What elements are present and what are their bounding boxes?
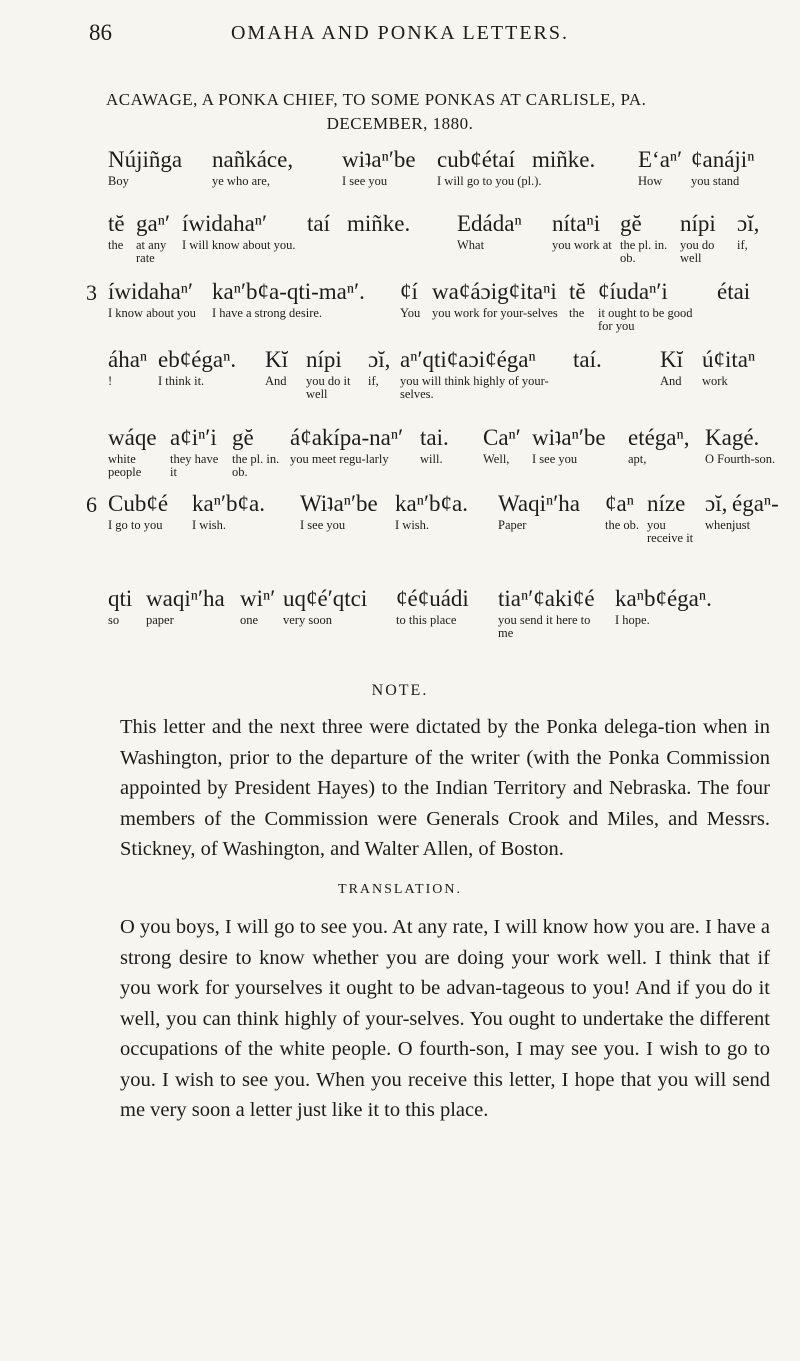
gloss: at any rate [136, 238, 167, 265]
native-word: Cub¢é [108, 491, 169, 516]
gloss: And [660, 374, 682, 388]
word-unit [432, 278, 562, 320]
word-unit [212, 278, 365, 320]
interlinear-line [108, 490, 779, 570]
native-word: waqiⁿ′ha [146, 586, 225, 611]
word-unit [306, 346, 361, 401]
word-unit [628, 424, 690, 466]
gloss: when, [705, 518, 736, 532]
gloss: I know about you [108, 306, 196, 320]
word-unit [232, 424, 287, 479]
word-unit [395, 490, 468, 532]
gloss: you will think highly of your-selves. [400, 374, 549, 401]
interlinear-line [108, 585, 760, 665]
translation-heading: TRANSLATION. [338, 882, 462, 897]
native-word: gĕ [620, 211, 642, 236]
native-word: uq¢é′qtci [283, 586, 368, 611]
native-word: kaⁿ′b¢a. [395, 491, 468, 516]
native-word: Wiʇaⁿ′be [300, 491, 378, 516]
gloss: ye who are, [212, 174, 270, 188]
word-unit [483, 424, 521, 466]
native-word: gĕ [232, 425, 254, 450]
native-word: wiⁿ′ [240, 586, 276, 611]
native-word: ¢anájiⁿ [691, 147, 755, 172]
gloss: paper [146, 613, 174, 627]
native-word: Edádaⁿ [457, 211, 522, 236]
gloss: you send it here to me [498, 613, 591, 640]
gloss: I will go to you (pl.). [437, 174, 542, 188]
word-unit [290, 424, 410, 466]
word-unit [212, 146, 293, 188]
native-word: ¢aⁿ [605, 491, 634, 516]
native-word: Kagé. [705, 425, 760, 450]
word-unit [620, 210, 670, 265]
word-unit [492, 146, 515, 175]
gloss: I wish. [192, 518, 227, 532]
word-unit [158, 346, 236, 388]
native-word: íwidahaⁿ′ [108, 279, 194, 304]
native-word: ɔĭ, [705, 491, 728, 516]
gloss: What [457, 238, 485, 252]
native-word: égaⁿ- [732, 491, 779, 516]
word-unit [240, 585, 275, 627]
gloss: they have it [170, 452, 219, 479]
gloss: white people [108, 452, 142, 479]
word-unit [108, 278, 198, 320]
gloss: the ob. [605, 518, 640, 532]
gloss: if, [368, 374, 379, 388]
word-unit [170, 424, 228, 479]
gloss: you work for your-selves [432, 306, 558, 320]
gloss: it ought to be good for you [598, 306, 693, 333]
native-word: wa¢áɔig¢itaⁿi [432, 279, 557, 304]
gloss: you receive it [647, 518, 694, 545]
note-heading: NOTE. [371, 682, 429, 699]
native-word: nañkáce, [212, 147, 294, 172]
gloss: the [108, 238, 124, 252]
word-unit [457, 210, 522, 252]
page-header [0, 0, 800, 60]
native-word: níze [647, 491, 686, 516]
letter-title: ACAWAGE, A PONKA CHIEF, TO SOME PONKAS AT CARLISLE, PA. [106, 90, 647, 109]
gloss: one [240, 613, 259, 627]
gloss: will. [420, 452, 443, 466]
word-unit [732, 490, 779, 532]
word-unit [192, 490, 265, 532]
word-unit [136, 210, 174, 265]
native-word: tĕ [569, 279, 586, 304]
native-word: qti [108, 586, 133, 611]
gloss: ! [108, 374, 113, 388]
word-unit [108, 146, 182, 188]
word-unit [182, 210, 296, 252]
gloss: You [400, 306, 421, 320]
native-word: ¢íudaⁿ′i [598, 279, 668, 304]
gloss: Boy [108, 174, 129, 188]
native-word: Waqiⁿ′ha [498, 491, 580, 516]
native-word: eb¢égaⁿ. [158, 347, 237, 372]
gloss: I wish. [395, 518, 430, 532]
word-unit [532, 424, 606, 466]
word-unit [552, 210, 612, 252]
word-unit [108, 585, 132, 627]
gloss: if, [737, 238, 748, 252]
letter-date: DECEMBER, 1880. [326, 114, 474, 133]
native-word: tĕ [108, 211, 125, 236]
gloss: you stand [691, 174, 740, 188]
word-unit [420, 424, 449, 466]
native-word: Kĭ [660, 347, 683, 372]
native-word: ¢é¢uádi [396, 586, 469, 611]
word-unit [400, 278, 420, 320]
gloss: I have a strong desire. [212, 306, 323, 320]
note-paragraph: This letter and the next three were dictated by the Ponka delega-tion when in Washington, prior to the departure of the writer (with the Ponka Commission appointed by President Hayes) to the Indian Territory and Nebraska. The four members of the Commission were Generals Crook and Miles, and Messrs. Stickney, of Washington, and Walter Allen, of Boston. [120, 716, 770, 860]
native-word: ¢í [400, 279, 418, 304]
native-word: Kĭ [265, 347, 288, 372]
running-head: OMAHA AND PONKA LETTERS. [230, 22, 570, 44]
native-word: kaⁿ′b¢a-qti-maⁿ′. [212, 279, 365, 304]
page-number: 86 [89, 20, 112, 45]
native-word: ú¢itaⁿ [702, 347, 756, 372]
native-word: wiʇaⁿ′be [342, 147, 416, 172]
gloss: to this place [396, 613, 457, 627]
native-word: etégaⁿ, [628, 425, 690, 450]
word-unit [691, 146, 754, 188]
gloss: I see you [532, 452, 578, 466]
native-word: gaⁿ′ [136, 211, 170, 236]
native-word: miñke. [347, 211, 411, 236]
native-word: kaⁿ′b¢a. [192, 491, 265, 516]
gloss: the pl. in. ob. [620, 238, 668, 265]
native-word: ɔĭ, [737, 211, 760, 236]
native-word: ɔĭ, [368, 347, 391, 372]
word-unit [605, 490, 643, 532]
native-word: nípi [306, 347, 342, 372]
interlinear-line [108, 346, 760, 426]
word-unit [532, 146, 595, 175]
word-unit [146, 585, 225, 627]
word-unit [396, 585, 469, 627]
gloss: And [265, 374, 287, 388]
word-unit [573, 346, 602, 375]
word-unit [342, 146, 416, 188]
native-word: wiʇaⁿ′be [532, 425, 606, 450]
word-unit [108, 210, 125, 252]
gloss: Well, [483, 452, 510, 466]
gloss: you work at [552, 238, 612, 252]
translation-paragraph: O you boys, I will go to see you. At any rate, I will know how you are. I have a strong desire to know whether you are doing your work well. I think that if you work for yourselves it ought to be advan-tageous to you! And if you do it well, you can think highly of your-selves. You ought to undertake the different occupations of the white people. O fourth-son, I may see you. I wish to go to you. I wish to see you. When you receive this letter, I hope that you will send me very soon a letter just like it to this place. [120, 916, 770, 1121]
gloss: apt, [628, 452, 647, 466]
native-word: cub¢é [437, 147, 492, 172]
gloss: you do well [680, 238, 715, 265]
gloss: I think it. [158, 374, 205, 388]
word-unit [680, 210, 728, 265]
word-unit [347, 210, 410, 239]
word-unit [498, 490, 580, 532]
native-word: Caⁿ′ [483, 425, 521, 450]
line-number: 3 [86, 280, 97, 305]
word-unit [702, 346, 755, 388]
native-word: wáqe [108, 425, 157, 450]
native-word: a¢iⁿ′i [170, 425, 217, 450]
gloss: so [108, 613, 120, 627]
gloss: the [569, 306, 585, 320]
word-unit [705, 490, 735, 532]
gloss: you meet regu-larly [290, 452, 389, 466]
gloss: Paper [498, 518, 527, 532]
word-unit [638, 146, 682, 188]
gloss: I see you [342, 174, 388, 188]
word-unit [737, 210, 759, 252]
gloss: I will know about you. [182, 238, 296, 252]
native-word: miñke. [532, 147, 596, 172]
native-word: áhaⁿ [108, 347, 148, 372]
native-word: taí [492, 147, 515, 172]
native-word: Nújiñga [108, 147, 183, 172]
gloss: the pl. in. ob. [232, 452, 280, 479]
native-word: E‘aⁿ′ [638, 147, 683, 172]
gloss: I see you [300, 518, 346, 532]
native-word: aⁿ′qti¢aɔi¢égaⁿ [400, 347, 536, 372]
word-unit [108, 424, 160, 479]
native-word: nítaⁿi [552, 211, 601, 236]
native-word: nípi [680, 211, 716, 236]
line-number: 6 [86, 492, 97, 517]
gloss: I hope. [615, 613, 650, 627]
gloss: very soon [283, 613, 332, 627]
word-unit [705, 424, 777, 466]
word-unit [283, 585, 367, 627]
gloss: I go to you [108, 518, 163, 532]
word-unit [300, 490, 378, 532]
native-word: étai [717, 279, 751, 304]
word-unit [108, 346, 147, 388]
native-word: taí [307, 211, 330, 236]
word-unit [598, 278, 708, 333]
word-unit [660, 346, 683, 388]
gloss: O Fourth-son. [705, 452, 776, 466]
word-unit [265, 346, 288, 388]
word-unit [569, 278, 586, 320]
gloss: work [702, 374, 728, 388]
native-word: taí. [573, 347, 602, 372]
native-word: tai. [420, 425, 449, 450]
gloss: How [638, 174, 663, 188]
word-unit [647, 490, 703, 545]
native-word: íwidahaⁿ′ [182, 211, 268, 236]
word-unit [498, 585, 608, 640]
word-unit [368, 346, 390, 388]
word-unit [108, 490, 168, 532]
gloss: just [732, 518, 751, 532]
word-unit [437, 146, 542, 188]
native-word: tiaⁿ′¢aki¢é [498, 586, 595, 611]
word-unit [717, 278, 750, 307]
native-word: kaⁿb¢égaⁿ. [615, 586, 712, 611]
word-unit [307, 210, 330, 239]
gloss: you do it well [306, 374, 351, 401]
word-unit [400, 346, 570, 401]
word-unit [615, 585, 712, 627]
native-word: á¢akípa-naⁿ′ [290, 425, 404, 450]
